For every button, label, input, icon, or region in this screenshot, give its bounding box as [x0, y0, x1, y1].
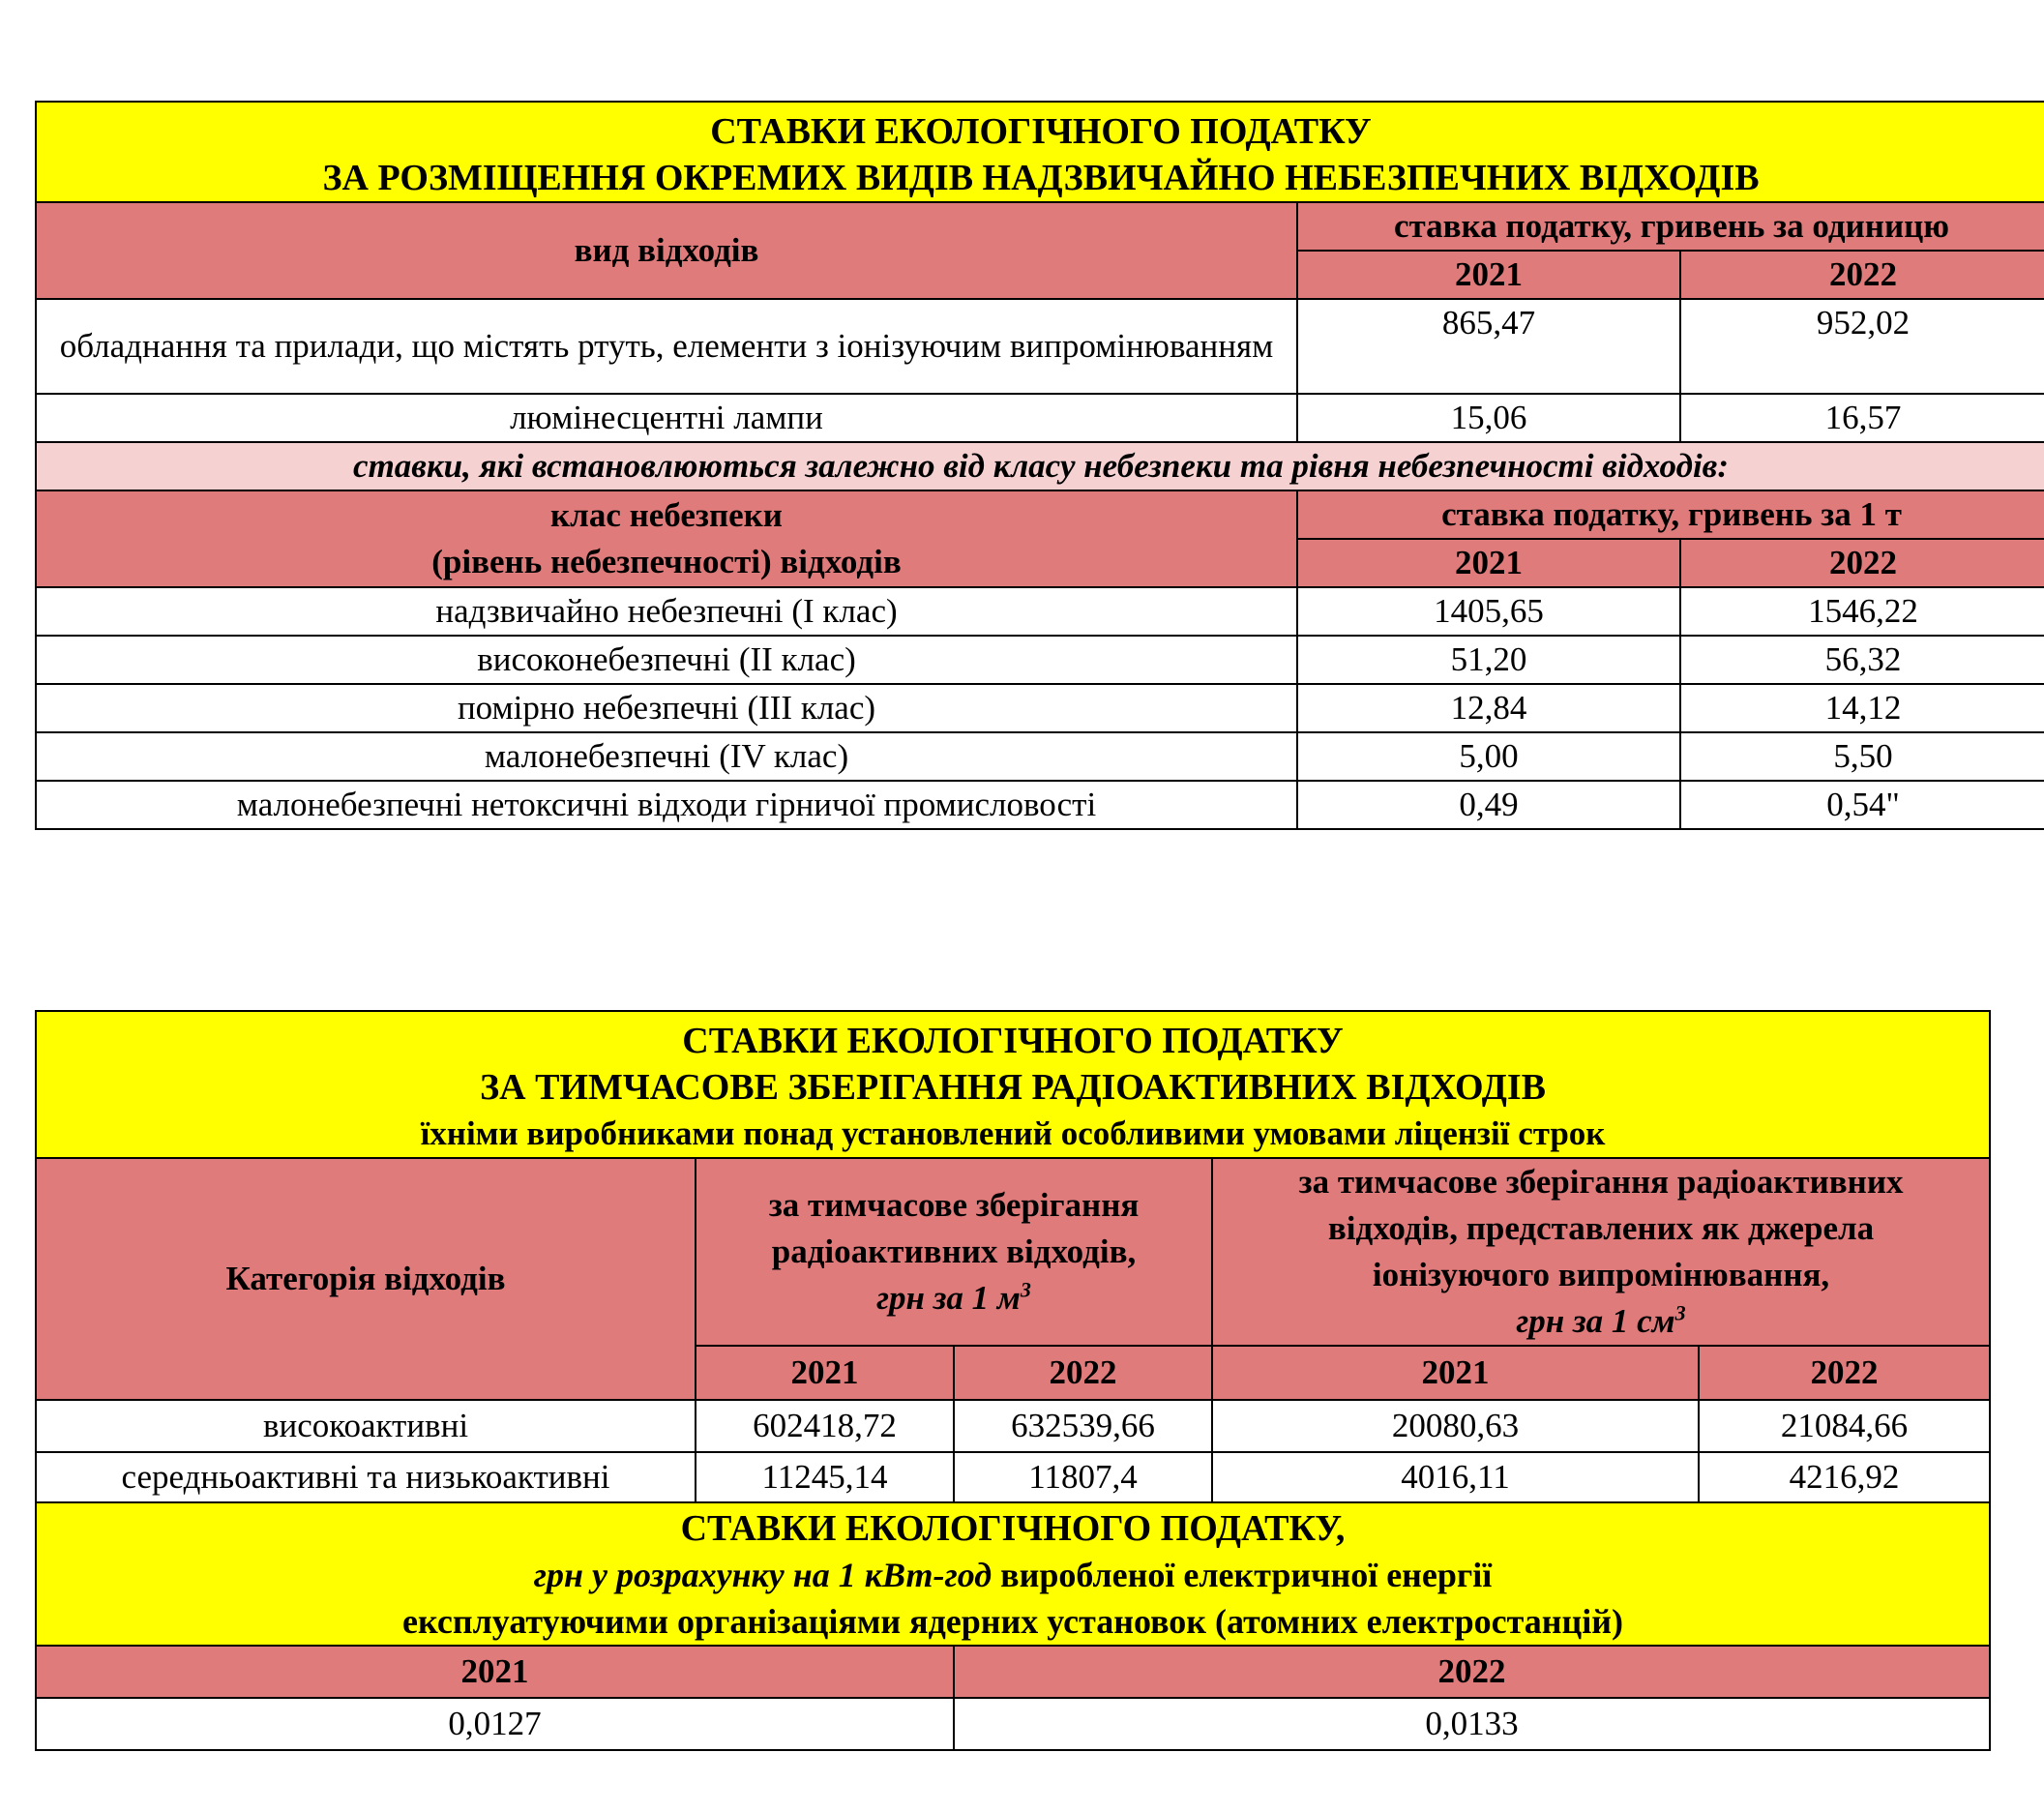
col-storage-rate: [696, 1158, 1212, 1346]
table3-title-line3: експлуатуючими організаціями ядерних установок (атомних електростанцій): [402, 1602, 1623, 1641]
year-2022-header: 2022: [1680, 539, 2044, 587]
table3-title-line2: [37, 1552, 1989, 1598]
storage-rate-2022: 11807,4: [954, 1452, 1212, 1502]
table1-header-row: [36, 202, 2044, 251]
table-row: [36, 1452, 1990, 1502]
table-row: [36, 299, 2044, 394]
rate-2022: 5,50: [1680, 732, 2044, 781]
year-2022-header: 2022: [954, 1646, 1990, 1698]
waste-name: люмінесцентні лампи: [36, 394, 1297, 442]
rate-2021: 12,84: [1297, 684, 1680, 732]
table-row: [36, 636, 2044, 684]
rate-2021: 865,47: [1297, 299, 1680, 394]
table-row: [36, 684, 2044, 732]
hazard-class-note: ставки, які встановлюються залежно від класу небезпеки та рівня небезпечності відходів:: [36, 442, 2044, 490]
col-storage-line2: радіоактивних відходів,: [771, 1233, 1137, 1270]
year-2022-header: 2022: [1680, 251, 2044, 299]
table2-title-line1: СТАВКИ ЕКОЛОГІЧНОГО ПОДАТКУ: [682, 1021, 1344, 1061]
table-row: [36, 587, 2044, 636]
col-waste-type: вид відходів: [36, 202, 1297, 299]
table-row: [36, 1698, 1990, 1750]
col-source-line2: відходів, представлених як джерела: [1327, 1209, 1875, 1247]
table1-title: [36, 102, 2044, 202]
table1-note-row: [36, 442, 2044, 490]
col-source-line3: іонізуючого випромінювання,: [1372, 1256, 1830, 1293]
storage-rate-2022: 632539,66: [954, 1400, 1212, 1452]
table3-title-row: [36, 1502, 1990, 1646]
class-name: малонебезпечні (IV клас): [36, 732, 1297, 781]
col-rate-per-unit: ставка податку, гривень за одиницю: [1297, 202, 2044, 251]
table3-title-line1: СТАВКИ ЕКОЛОГІЧНОГО ПОДАТКУ,: [680, 1508, 1346, 1549]
table3-years-row: [36, 1646, 1990, 1698]
unit-power: 3: [1674, 1300, 1686, 1325]
col-source-unit-text: грн за 1 см: [1516, 1302, 1675, 1340]
rate-2021: 0,49: [1297, 781, 1680, 829]
col-storage-unit-text: грн за 1 м: [876, 1279, 1021, 1317]
class-name: високонебезпечні (II клас): [36, 636, 1297, 684]
year-2021-header: 2021: [1297, 251, 1680, 299]
rate-2022: 16,57: [1680, 394, 2044, 442]
radioactive-waste-tax-table: [35, 1010, 1991, 1751]
table2-header-row: [36, 1158, 1990, 1346]
rate-2022: 952,02: [1680, 299, 2044, 394]
rate-2022: 1546,22: [1680, 587, 2044, 636]
table1-class-header-row: [36, 490, 2044, 539]
source-rate-2021: 4016,11: [1212, 1452, 1699, 1502]
col-hazard-class: [36, 490, 1297, 587]
source-rate-2022: 21084,66: [1699, 1400, 1990, 1452]
year-2022-header: 2022: [1699, 1346, 1990, 1400]
table3-title-line2-rest: виробленої електричної енергії: [992, 1556, 1493, 1594]
source-rate-2021: 20080,63: [1212, 1400, 1699, 1452]
col-source-rate: [1212, 1158, 1990, 1346]
col-storage-unit: [702, 1275, 1205, 1322]
col-waste-category: Категорія відходів: [36, 1158, 696, 1400]
unit-power: 3: [1020, 1277, 1031, 1302]
table2-title-line3: їхніми виробниками понад установлений особливими умовами ліцензії строк: [420, 1114, 1606, 1152]
year-2021-header: 2021: [36, 1646, 954, 1698]
nuclear-rate-2022: 0,0133: [954, 1698, 1990, 1750]
table2-title: [36, 1011, 1990, 1158]
col-source-line1: за тимчасове зберігання радіоактивних: [1298, 1163, 1904, 1201]
rate-2022: 14,12: [1680, 684, 2044, 732]
nuclear-rate-2021: 0,0127: [36, 1698, 954, 1750]
col-rate-per-ton: ставка податку, гривень за 1 т: [1297, 490, 2044, 539]
table-row: [36, 732, 2044, 781]
rate-2021: 51,20: [1297, 636, 1680, 684]
category-name: середньоактивні та низькоактивні: [36, 1452, 696, 1502]
year-2022-header: 2022: [954, 1346, 1212, 1400]
category-name: високоактивні: [36, 1400, 696, 1452]
rate-2021: 15,06: [1297, 394, 1680, 442]
year-2021-header: 2021: [1297, 539, 1680, 587]
rate-2022: 56,32: [1680, 636, 2044, 684]
col-hazard-class-line2: (рівень небезпечності) відходів: [431, 543, 902, 580]
rate-2021: 1405,65: [1297, 587, 1680, 636]
year-2021-header: 2021: [1212, 1346, 1699, 1400]
class-name: надзвичайно небезпечні (І клас): [36, 587, 1297, 636]
table1-title-line1: СТАВКИ ЕКОЛОГІЧНОГО ПОДАТКУ: [710, 111, 1372, 152]
storage-rate-2021: 11245,14: [696, 1452, 954, 1502]
table-row: [36, 781, 2044, 829]
table3-title: [36, 1502, 1990, 1646]
table2-title-row: [36, 1011, 1990, 1158]
storage-rate-2021: 602418,72: [696, 1400, 954, 1452]
table1-title-row: [36, 102, 2044, 202]
col-source-unit: [1219, 1298, 1983, 1345]
table2-title-line2: ЗА ТИМЧАСОВЕ ЗБЕРІГАННЯ РАДІОАКТИВНИХ ВІДХОДІВ: [480, 1067, 1546, 1108]
col-hazard-class-line1: клас небезпеки: [550, 496, 783, 534]
table-row: [36, 394, 2044, 442]
rate-2021: 5,00: [1297, 732, 1680, 781]
rate-2022: 0,54": [1680, 781, 2044, 829]
waste-name: обладнання та прилади, що містять ртуть, елементи з іонізуючим випромінюванням: [36, 299, 1297, 394]
table1-title-line2: ЗА РОЗМІЩЕННЯ ОКРЕМИХ ВИДІВ НАДЗВИЧАЙНО НЕБЕЗПЕЧНИХ ВІДХОДІВ: [322, 158, 1760, 198]
hazardous-waste-tax-table: [35, 101, 2044, 830]
col-storage-line1: за тимчасове зберігання: [768, 1186, 1140, 1224]
table-row: [36, 1400, 1990, 1452]
year-2021-header: 2021: [696, 1346, 954, 1400]
class-name: помірно небезпечні (III клас): [36, 684, 1297, 732]
class-name: малонебезпечні нетоксичні відходи гірничої промисловості: [36, 781, 1297, 829]
source-rate-2022: 4216,92: [1699, 1452, 1990, 1502]
table3-title-line2-italic: грн у розрахунку на 1 кВт-год: [533, 1556, 992, 1594]
